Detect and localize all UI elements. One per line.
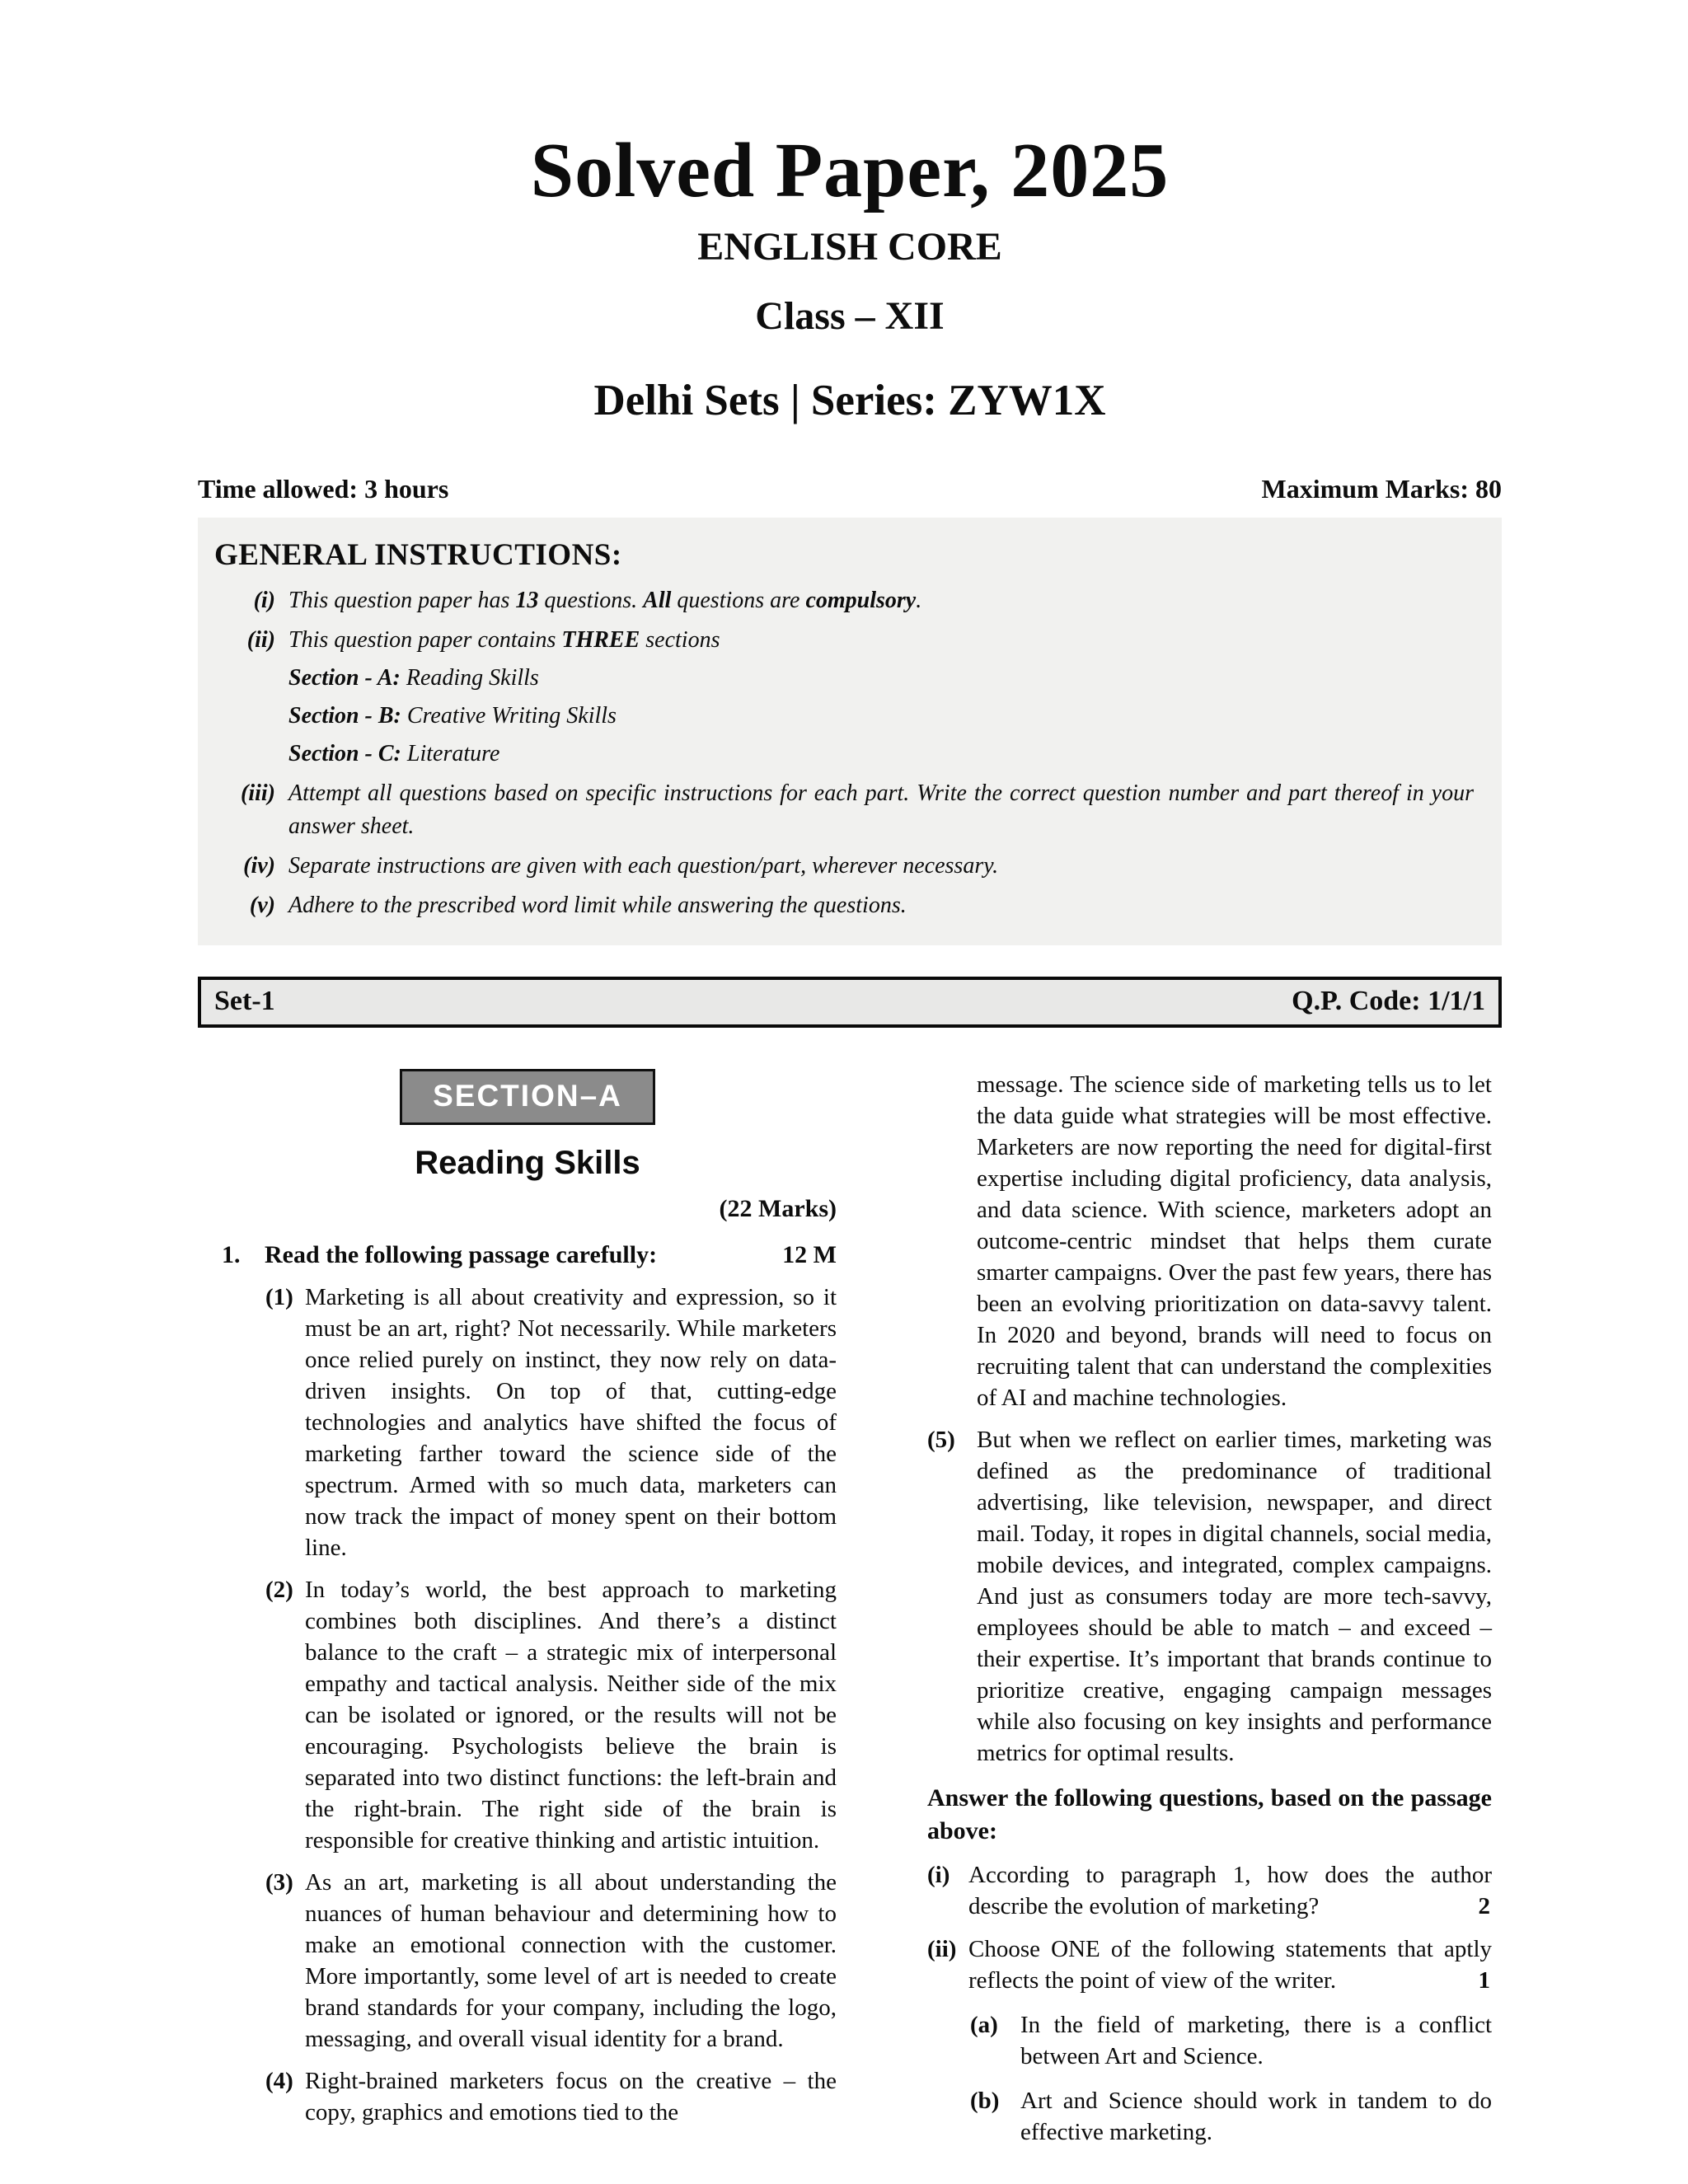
passage-paragraph-4 [218,2065,837,2128]
instruction-text: Attempt all questions based on specific instructions for each part. Write the correct question number and part thereof in your answer sheet. [288,780,1474,839]
passage-paragraph-2 [218,1574,837,1856]
instruction-number [214,700,288,733]
question-label: (i) [927,1862,950,1888]
instruction-item [214,889,1479,922]
page-title: Solved Paper, 2025 [530,128,1170,213]
instruction-text: This question paper contains THREE sections [288,627,720,653]
instruction-section-line [214,738,1479,771]
instruction-text: Section - A: Reading Skills [288,665,539,691]
time-allowed: Time allowed: 3 hours [198,474,449,504]
instruction-number [214,738,288,771]
paragraph-label: (1) [265,1284,293,1310]
section-marks: (22 Marks) [719,1195,837,1222]
instruction-section-line [214,700,1479,733]
question-text: Choose ONE of the following statements that aptly reflects the point of view of the writer. [968,1936,1492,1994]
passage-paragraph-1 [218,1282,837,1563]
instruction-item [214,624,1479,657]
passage-paragraph-4-continuation: message. The science side of marketing tells us to let the data guide what strategies will be most effective. Marketers are now reporting the need for digital-first expertise including digital proficiency, data analysis, and data science. With science, marketers adopt an outcome-centric mindset that helps them curate smarter campaigns. Over the past few years, there has been an evolving prioritization on data-savvy talent. In 2020 and beyond, brands will need to focus on recruiting talent that can understand the complexities of AI and machine technologies. [977,1071,1492,1411]
column-gap [837,1066,927,2148]
qp-code: Q.P. Code: 1/1/1 [1292,986,1485,1016]
instruction-item [214,850,1479,883]
paragraph-label: (2) [265,1577,293,1603]
two-column-body [218,1066,1512,2148]
paragraph-label: (5) [927,1427,955,1453]
instruction-text: Separate instructions are given with each question/part, wherever necessary. [288,853,999,879]
instruction-number: (i) [253,588,275,613]
questions-intro: Answer the following questions, based on the passage above: [927,1784,1492,1844]
question-label: (ii) [927,1936,957,1962]
paper-header [198,128,1502,424]
question-text: Read the following passage carefully: [265,1241,658,1268]
instruction-text: This question paper has 13 questions. All questions are compulsory. [288,588,922,613]
question-text: According to paragraph 1, how does the author describe the evolution of marketing? [968,1862,1492,1919]
paragraph-text: In today’s world, the best approach to marketing combines both disciplines. And there’s a distinct balance to the craft – a strategic mix of interpersonal empathy and tactical analysis. Neither side of the mix can be isolated or ignored, or the results will not be encouraging. Psychologists believe the brain is separated into two distinct functions: the left-brain and the right-brain. The right side of the brain is responsible for creative thinking and artistic intuition. [305,1577,837,1854]
paragraph-text: But when we reflect on earlier times, marketing was defined as the predominance of traditional advertising, like television, newspaper, and direct mail. Today, it ropes in digital channels, social media, mobile devices, and integrated, complex campaigns. And just as consumers today are more tech-savvy, employees should be able to match – and exceed – their expertise. It’s important that brands continue to prioritize creative, engaging campaign messages while also focusing on key insights and performance metrics for optimal results. [977,1427,1492,1766]
option-text: Art and Science should work in tandem to do effective marketing. [1020,2088,1492,2145]
meta-row [198,474,1502,504]
instruction-number [214,662,288,695]
maximum-marks: Maximum Marks: 80 [1261,474,1502,504]
set-code-bar [198,977,1502,1028]
paragraph-label: (3) [265,1869,293,1896]
general-instructions-box [198,518,1502,945]
question-marks: 12 M [782,1241,837,1268]
instruction-number: (ii) [246,627,275,653]
instruction-number: (v) [249,893,275,918]
question-item-i [927,1859,1492,1922]
paragraph-text: As an art, marketing is all about understanding the nuances of human behaviour and determining how to make an emotional connection with the customer. More importantly, some level of art is needed to create brand standards for your company, including the logo, messaging, and overall visual identity for a brand. [305,1869,837,2052]
class-title: Class – XII [755,294,945,338]
option-label: (a) [970,2012,998,2038]
section-a-badge: SECTION–A [400,1069,655,1125]
paragraph-label: (4) [265,2068,293,2094]
paragraph-text: Marketing is all about creativity and expression, so it must be an art, right? Not necessarily. While marketers once relied purely on instinct, they now rely on data-driven insights. On top of that, cutting-edge technologies and analytics have shifted the focus of marketing farther toward the science side of the spectrum. Armed with so much data, marketers can now track the impact of money spent on their bottom line. [305,1284,837,1561]
series-title: Delhi Sets | Series: ZYW1X [593,377,1106,424]
question-number: 1. [222,1241,241,1268]
paragraph-text: Right-brained marketers focus on the creative – the copy, graphics and emotions tied to the [305,2068,837,2125]
set-label: Set-1 [214,986,275,1016]
option-text: In the field of marketing, there is a conflict between Art and Science. [1020,2012,1492,2069]
instruction-number: (iv) [243,853,275,879]
section-subtitle: Reading Skills [415,1145,640,1181]
question-1-heading [218,1240,837,1271]
page-content [0,128,1688,2148]
question-item-ii [927,1933,1492,1996]
right-column [927,1066,1492,2148]
option-b [927,2085,1492,2148]
question-marks: 2 [1478,1893,1490,1919]
option-a [927,2009,1492,2072]
instruction-text: Section - B: Creative Writing Skills [288,703,617,729]
instruction-item [214,777,1479,843]
instructions-heading: GENERAL INSTRUCTIONS: [214,538,622,572]
instruction-text: Section - C: Literature [288,741,500,766]
option-label: (b) [970,2088,1000,2114]
instruction-number: (iii) [241,780,275,806]
left-column [218,1066,837,2148]
passage-paragraph-3 [218,1867,837,2055]
instruction-item [214,584,1479,617]
instruction-section-line [214,662,1479,695]
passage-paragraph-5 [927,1424,1492,1769]
question-marks: 1 [1478,1967,1490,1994]
instruction-text: Adhere to the prescribed word limit while answering the questions. [288,893,907,918]
subject-title: ENGLISH CORE [697,225,1002,269]
